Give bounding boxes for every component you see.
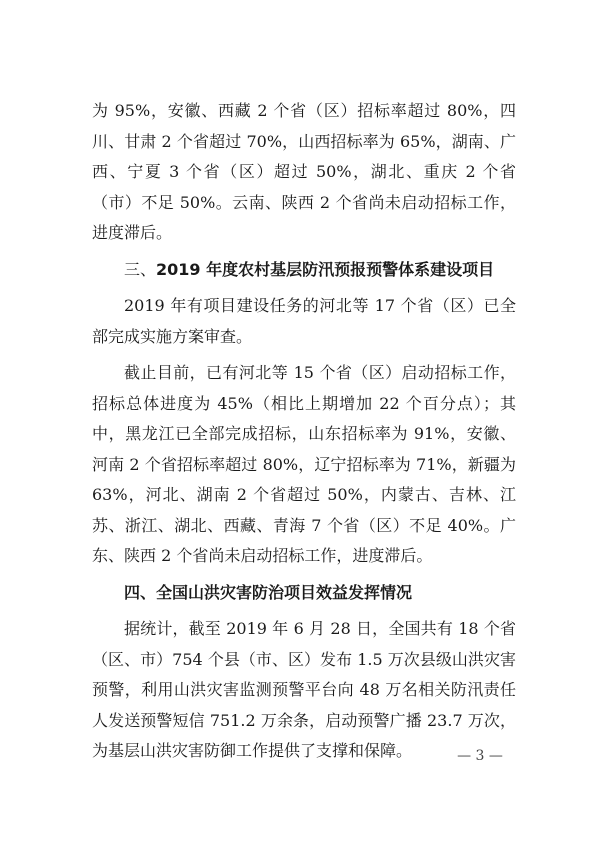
paragraph-tender-progress: 截止目前，已有河北等 15 个省（区）启动招标工作，招标总体进度为 45%（相比上期增加 22 个百分点）；其中，黑龙江已全部完成招标，山东招标率为 91%，安徽、河南 2 个省招标率超过 80%，辽宁招标率为 71%，新疆为 63%，河北、湖南 2 个省超过 50%，内蒙古、吉林、江苏、浙江、湖北、西藏、青海 7 个省（区）不足 40%。广东、陕西 2 个省尚未启动招标工作，进度滞后。 bbox=[92, 363, 516, 565]
page-number: — 3 — bbox=[457, 748, 503, 764]
section-number-3: 三、 bbox=[124, 259, 157, 279]
paragraph-plan-review: 2019 年有项目建设任务的河北等 17 个省（区）已全部完成实施方案审查。 bbox=[92, 296, 516, 346]
section-heading-3 bbox=[92, 255, 516, 286]
section-title-3: 2019 年度农村基层防汛预报预警体系建设项目 bbox=[156, 259, 495, 279]
paragraph-continuation: 为 95%，安徽、西藏 2 个省（区）招标率超过 80%，四川、甘肃 2 个省超过 70%，山西招标率为 65%，湖南、广西、宁夏 3 个省（区）超过 50%，湖北、重庆 2 个省（市）不足 50%。云南、陕西 2 个省尚未启动招标工作，进度滞后。 bbox=[92, 101, 516, 242]
section-heading-4: 四、全国山洪灾害防治项目效益发挥情况 bbox=[124, 582, 413, 602]
document-body bbox=[92, 96, 516, 773]
paragraph-statistics: 据统计，截至 2019 年 6 月 28 日，全国共有 18 个省（区、市）754 个县（市、区）发布 1.5 万次县级山洪灾害预警，利用山洪灾害监测预警平台向 48 万名相关防汛责任人发送预警短信 751.2 万余条，启动预警广播 23.7 万次，为基层山洪灾害防御工作提供了支撑和保障。 bbox=[92, 619, 516, 760]
